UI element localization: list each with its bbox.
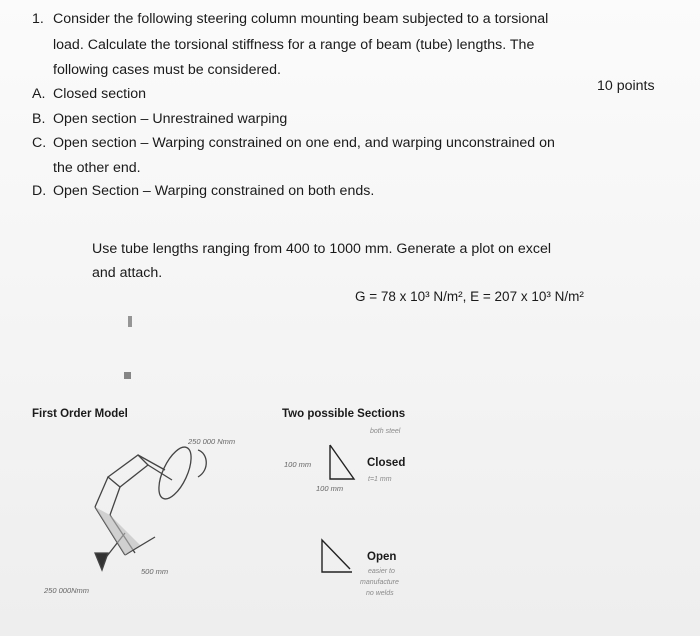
closed-note-1: both steel	[370, 428, 401, 435]
case-d-text: Open Section – Warping constrained on both ends.	[53, 183, 375, 199]
first-order-model-sketch	[80, 425, 280, 605]
case-c-letter: C.	[32, 135, 47, 151]
stray-mark	[124, 372, 131, 379]
instruction-line-1: Use tube lengths ranging from 400 to 1000 mm. Generate a plot on excel	[92, 241, 552, 257]
open-section-triangle	[312, 537, 357, 577]
closed-section-triangle	[318, 443, 358, 483]
instruction-line-2: and attach.	[92, 265, 163, 281]
torque-bottom-label: 250 000Nmm	[44, 586, 90, 595]
closed-note-2: t=1 mm	[368, 476, 392, 483]
material-constants: G = 78 x 10³ N/m², E = 207 x 10³ N/m²	[355, 289, 584, 304]
closed-dim-side: 100 mm	[284, 460, 312, 469]
question-line-1: Consider the following steering column mounting beam subjected to a torsional	[53, 11, 549, 27]
open-note-3: no welds	[366, 590, 394, 597]
open-note-2: manufacture	[360, 579, 399, 586]
closed-label: Closed	[367, 457, 406, 469]
question-line-2: load. Calculate the torsional stiffness for a range of beam (tube) lengths. The	[53, 37, 535, 53]
case-a-letter: A.	[32, 86, 46, 102]
length-label: 500 mm	[141, 567, 169, 576]
closed-dim-bottom: 100 mm	[316, 484, 344, 493]
first-order-model-title: First Order Model	[32, 408, 128, 420]
torque-top-label: 250 000 Nmm	[188, 437, 236, 446]
open-note-1: easier to	[368, 568, 395, 575]
two-sections-title: Two possible Sections	[282, 408, 406, 420]
case-c-text-cont: the other end.	[53, 160, 141, 176]
case-b-letter: B.	[32, 111, 46, 127]
stray-mark	[128, 316, 132, 327]
question-number: 1.	[32, 11, 44, 27]
case-d-letter: D.	[32, 183, 47, 199]
open-label: Open	[367, 551, 397, 563]
question-line-3: following cases must be considered.	[53, 62, 281, 78]
case-c-text: Open section – Warping constrained on one end, and warping unconstrained on	[53, 135, 555, 151]
case-b-text: Open section – Unrestrained warping	[53, 111, 288, 127]
case-a-text: Closed section	[53, 86, 147, 102]
points-label: 10 points	[597, 78, 655, 94]
